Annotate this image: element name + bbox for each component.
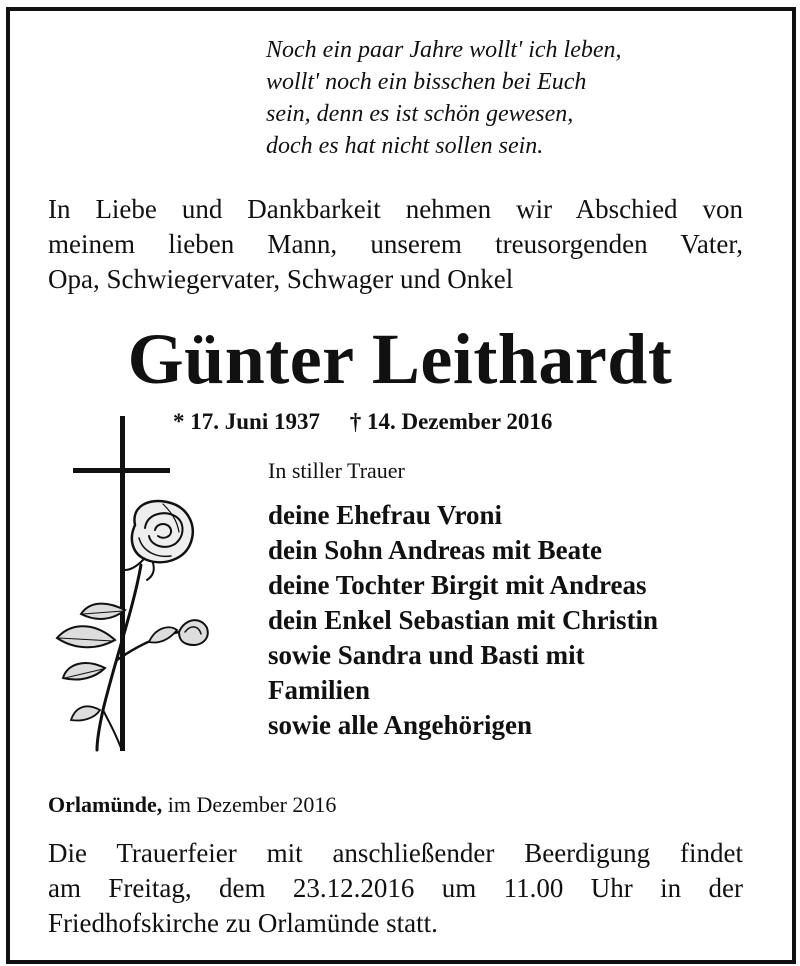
mourner-line: sowie Sandra und Basti mit xyxy=(268,640,585,670)
poem-line: sein, denn es ist schön gewesen, xyxy=(266,101,574,127)
birth-date: * 17. Juni 1937 xyxy=(173,409,320,434)
mourner-line: Familien xyxy=(268,675,370,705)
mourner-line: sowie alle Angehörigen xyxy=(268,710,532,740)
notice-line: am Freitag, dem 23.12.2016 um 11.00 Uhr in der xyxy=(48,873,743,903)
cross-rose-illustration xyxy=(45,410,220,760)
intro-line: In Liebe und Dankbarkeit nehmen wir Abschied von xyxy=(48,194,743,224)
poem-line: doch es hat nicht sollen sein. xyxy=(266,133,544,159)
cross-icon xyxy=(73,416,170,751)
death-date: † 14. Dezember 2016 xyxy=(349,409,553,434)
funeral-notice xyxy=(48,836,743,941)
poem-line: Noch ein paar Jahre wollt' ich leben, xyxy=(266,37,622,63)
life-dates xyxy=(173,407,552,437)
rose-icon xyxy=(57,501,208,750)
mourner-line: dein Sohn Andreas mit Beate xyxy=(268,535,603,565)
intro-line: meinem lieben Mann, unserem treusorgenden Vater, xyxy=(48,229,743,259)
poem-line: wollt' noch ein bisschen bei Euch xyxy=(266,69,587,95)
mourner-line: deine Ehefrau Vroni xyxy=(268,500,503,530)
place-month: im Dezember 2016 xyxy=(167,792,337,817)
notice-line: Die Trauerfeier mit anschließender Beerdigung findet xyxy=(48,838,743,868)
intro-line: Opa, Schwiegervater, Schwager und Onkel xyxy=(48,264,514,294)
notice-line: Friedhofskirche zu Orlamünde statt. xyxy=(48,908,438,938)
mourners-list xyxy=(268,498,658,743)
mourners-block xyxy=(268,456,658,743)
mourner-line: dein Enkel Sebastian mit Christin xyxy=(268,605,659,635)
mourner-line: deine Tochter Birgit mit Andreas xyxy=(268,570,647,600)
intro-text xyxy=(48,192,743,297)
place-city: Orlamünde, xyxy=(48,792,163,817)
poem xyxy=(266,34,622,162)
place-date xyxy=(48,790,336,820)
deceased-name: Günter Leithardt xyxy=(127,319,673,399)
mourners-lead: In stiller Trauer xyxy=(268,458,405,483)
